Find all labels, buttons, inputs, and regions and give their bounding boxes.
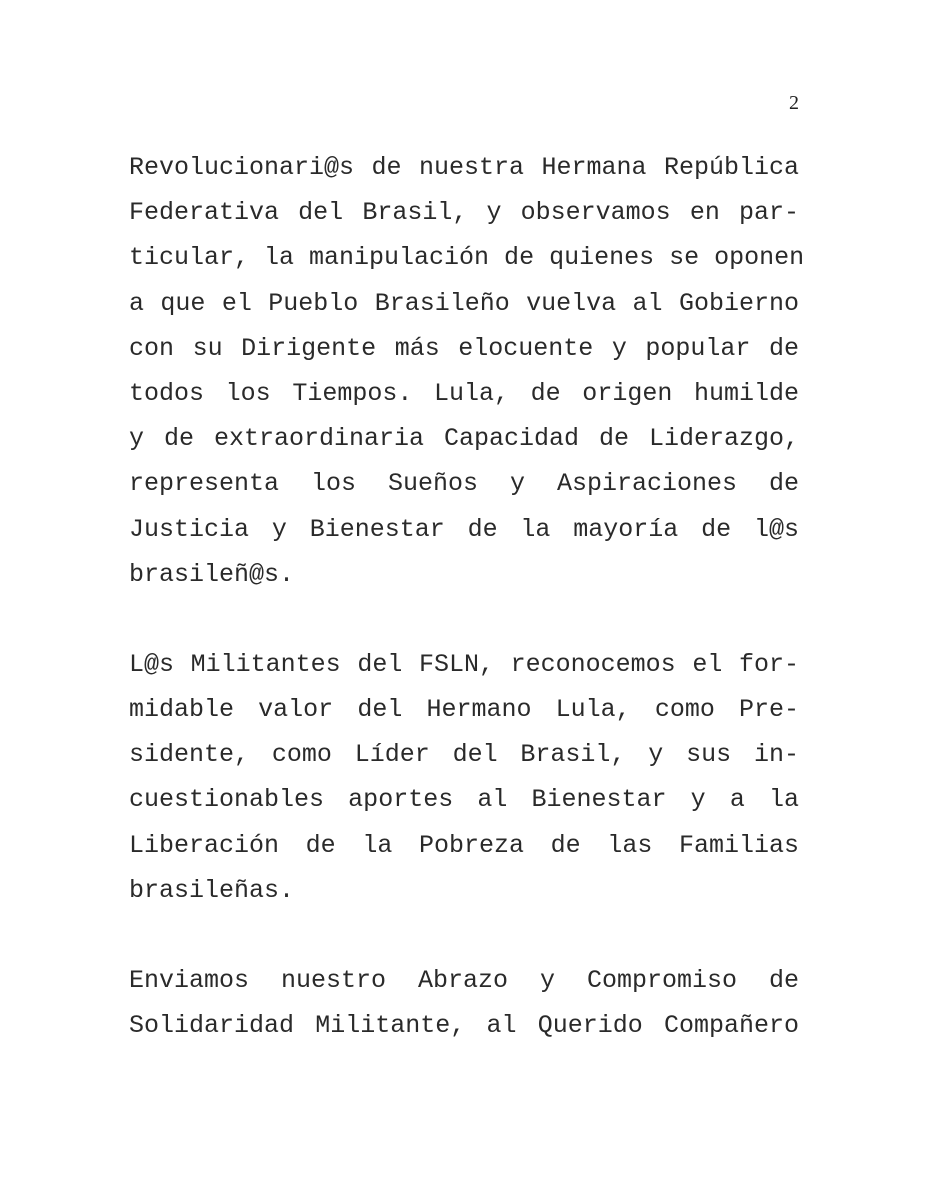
text-line: brasileñas. [129,875,295,905]
text-line: Enviamos nuestro Abrazo y Compromiso de [129,966,799,995]
text-line: L@s Militantes del FSLN, reconocemos el for- [129,649,799,679]
text-line: Revolucionari@s de nuestra Hermana República [129,153,799,182]
text-line: con su Dirigente más elocuente y popular de [129,333,799,363]
text-line: ticular, la manipulación de quienes se oponen [129,243,805,273]
paragraph-2 [129,642,799,913]
text-line: Solidaridad Militante, al Querido Compañero [129,1011,799,1041]
text-line: midable valor del Hermano Lula, como Pre- [129,695,799,725]
text-line: a que el Pueblo Brasileño vuelva al Gobierno [129,288,799,318]
text-line: Federativa del Brasil, y observamos en par- [129,198,799,228]
text-line: Justicia y Bienestar de la mayoría de l@s [129,514,799,544]
text-line: cuestionables aportes al Bienestar y a la [129,785,799,815]
text-line: todos los Tiempos. Lula, de origen humilde [129,378,799,408]
text-line: Liberación de la Pobreza de las Familias [129,830,799,860]
paragraph-3 [129,958,799,1048]
page-number: 2 [789,92,799,114]
text-line: y de extraordinaria Capacidad de Liderazgo, [129,424,799,454]
paragraph-1 [129,145,805,597]
text-line: brasileñ@s. [129,559,295,589]
text-line: sidente, como Líder del Brasil, y sus in- [129,740,799,770]
text-line: representa los Sueños y Aspiraciones de [129,469,799,499]
body-text [129,145,805,1048]
